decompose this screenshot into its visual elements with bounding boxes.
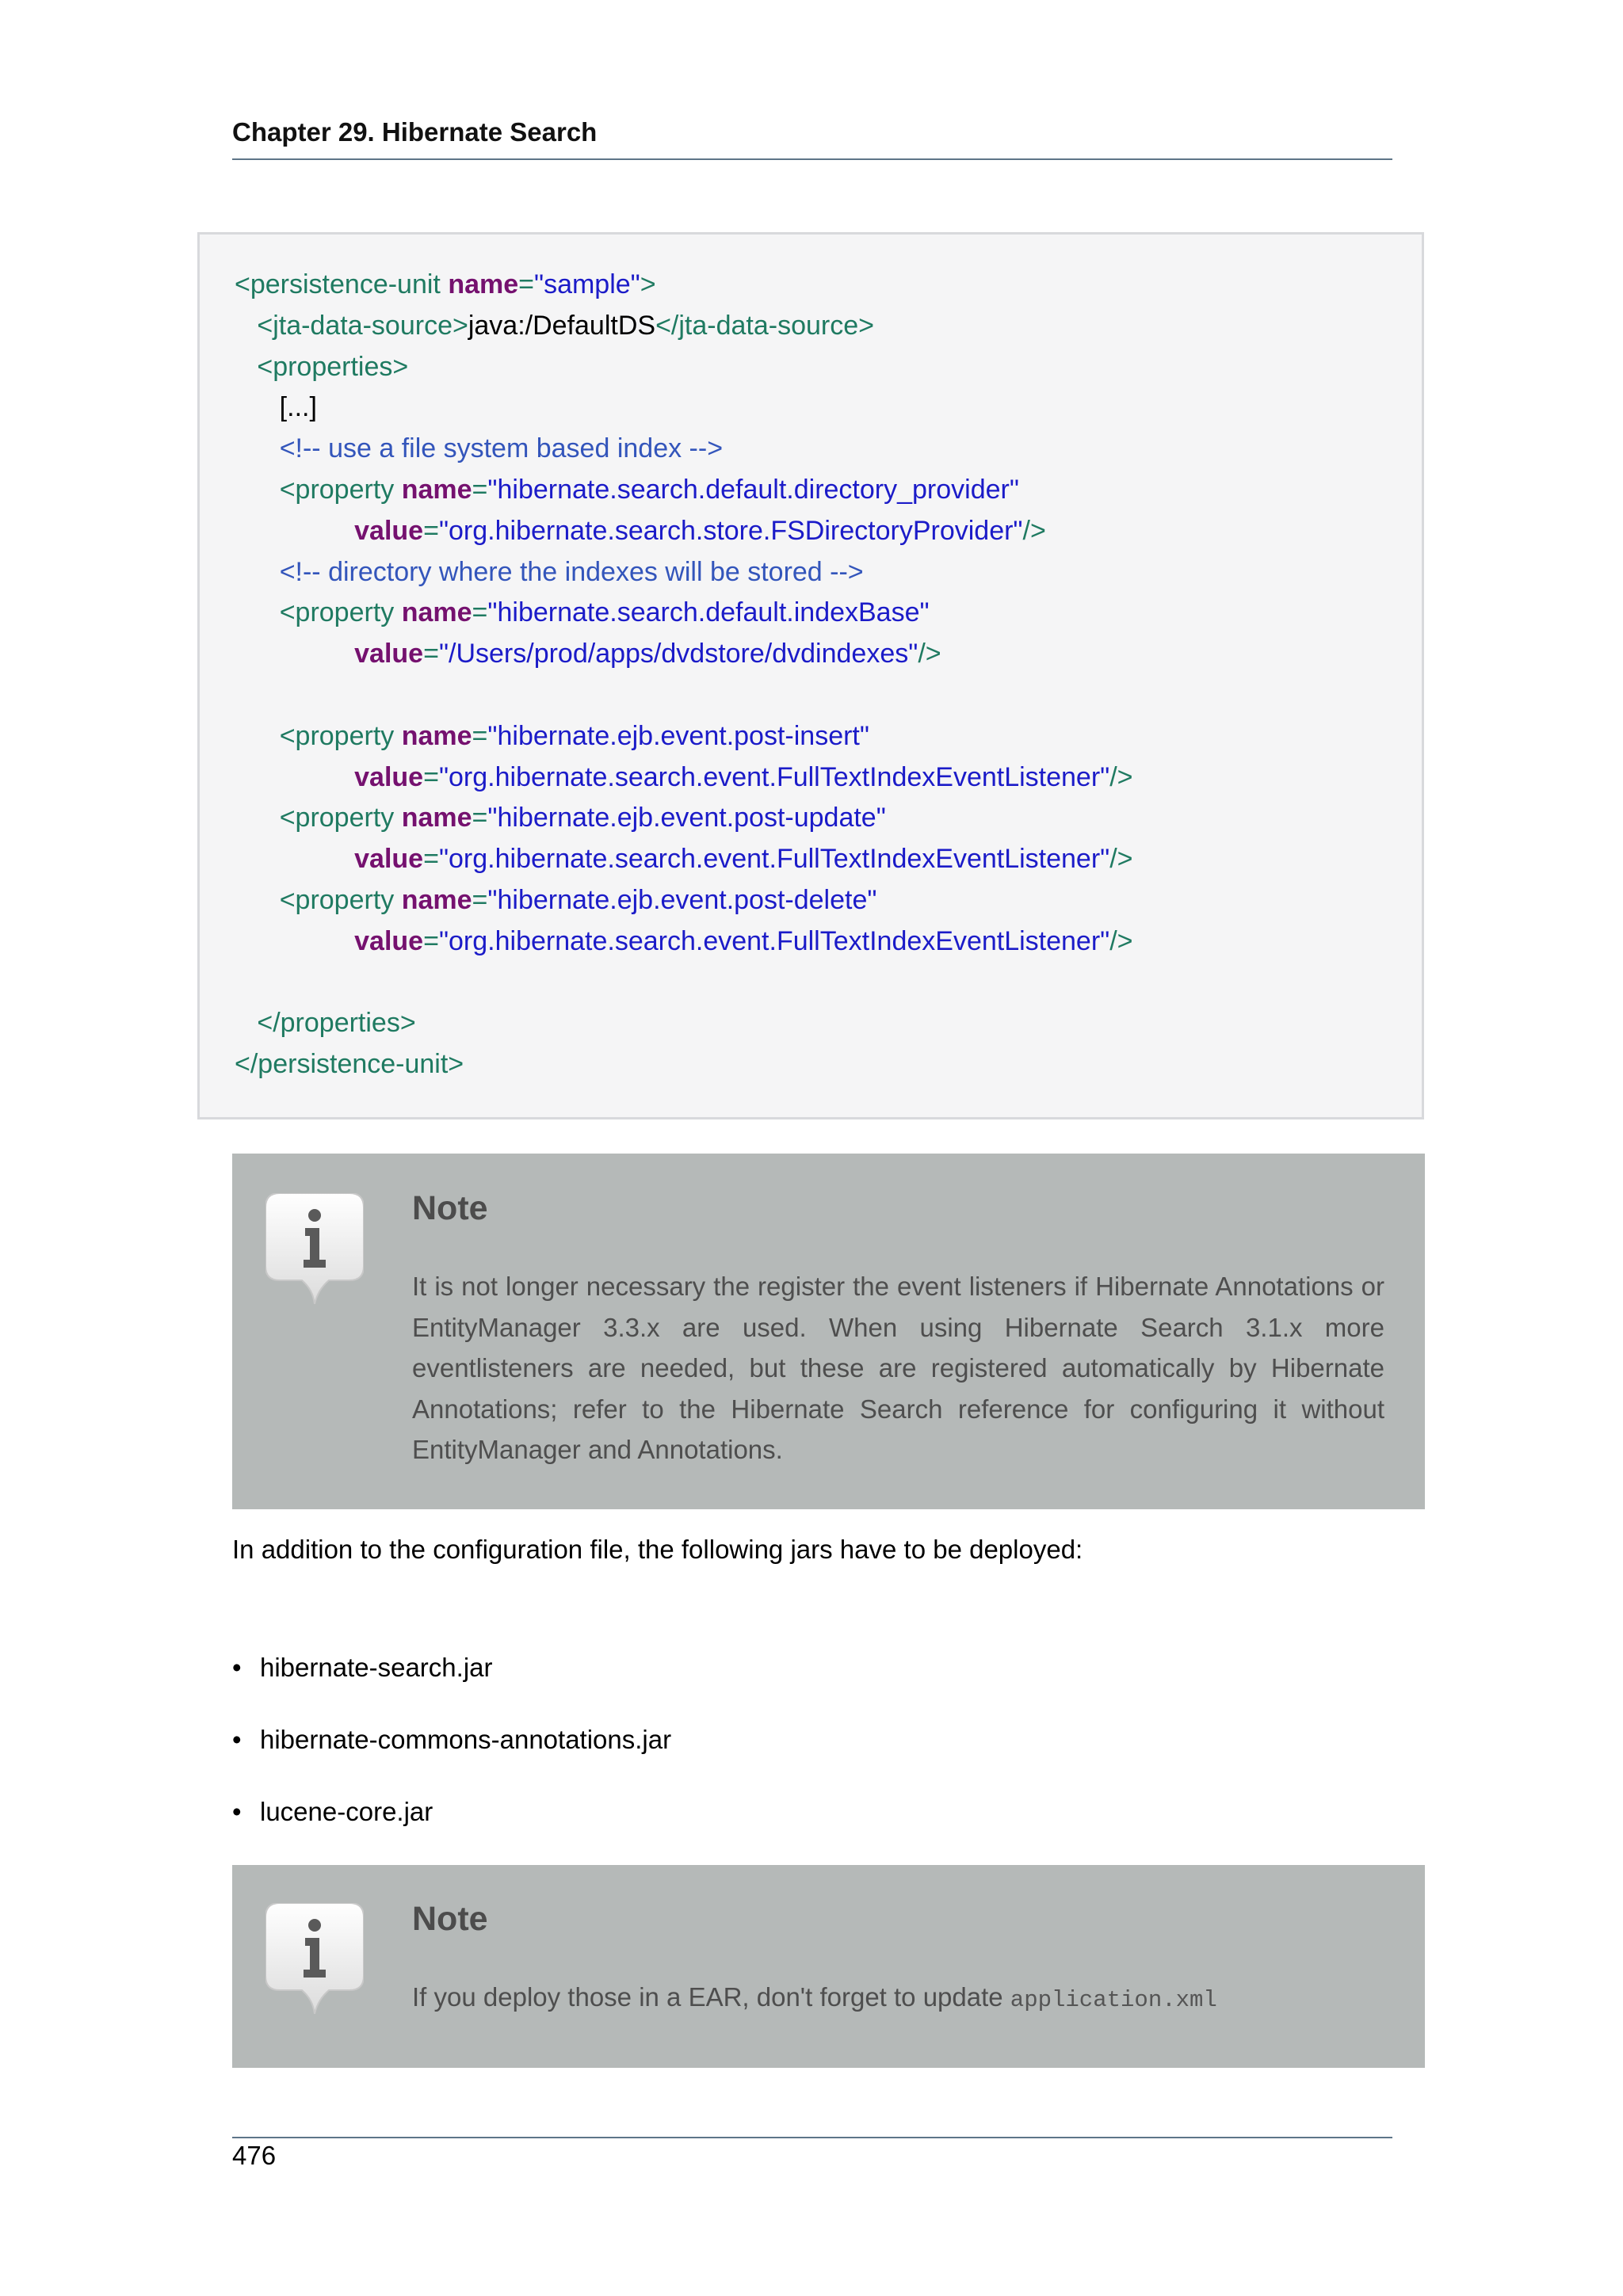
code-token-tag: /> [1109, 925, 1133, 956]
code-line [235, 884, 876, 916]
code-token-text [235, 1008, 257, 1038]
code-token-eq: = [423, 515, 439, 546]
code-line [235, 1048, 464, 1080]
code-token-attr: name [401, 475, 472, 505]
code-token-text [235, 639, 354, 669]
chapter-title: Chapter 29. Hibernate Search [232, 117, 598, 147]
code-line [235, 802, 886, 833]
code-token-eq: = [518, 269, 534, 299]
code-token-attr: name [401, 597, 472, 628]
code-token-eq: = [472, 720, 488, 751]
code-token-eq: = [423, 844, 439, 875]
code-line [235, 925, 1133, 957]
code-token-eq: = [472, 885, 488, 915]
code-line [235, 391, 317, 423]
code-token-val: "hibernate.search.default.indexBase" [487, 597, 930, 628]
inline-code: application.xml [1010, 1987, 1217, 2013]
code-token-val: "sample" [534, 269, 640, 299]
code-token-attr: value [354, 639, 424, 669]
code-token-text [235, 433, 280, 463]
bullet-icon: • [232, 1797, 242, 1826]
code-token-text [235, 475, 280, 505]
code-token-text [235, 803, 280, 833]
code-token-val: "/Users/prod/apps/dvdstore/dvdindexes" [438, 639, 918, 669]
code-token-val: "org.hibernate.search.event.FullTextIndexEventListener" [438, 761, 1110, 792]
bullet-icon: • [232, 1653, 242, 1682]
page-header [232, 117, 1392, 160]
code-token-tag: <property [279, 597, 402, 628]
code-token-tag: </persistence-unit> [235, 1049, 464, 1080]
code-token-tag: <property [279, 803, 402, 833]
note-body: It is not longer necessary the register the event listeners if Hibernate Annotations or EntityManager 3.3.x are used. When using Hibernate Search 3.1.x more eventlisteners are needed, but these are registered automatically by Hibernate Annotations; refer to the Hibernate Search reference for configuring it without EntityManager and Annotations. [412, 1272, 1384, 1464]
code-token-eq: = [423, 761, 439, 792]
info-icon [265, 1193, 364, 1304]
code-token-text [235, 516, 354, 546]
code-token-text [235, 926, 354, 956]
code-token-text [235, 311, 257, 341]
note-body [412, 1977, 1384, 2021]
code-token-text [235, 597, 280, 627]
code-token-text [235, 721, 280, 751]
note-title: Note [412, 1900, 488, 1938]
code-token-text [235, 762, 354, 792]
code-token-tag: /> [918, 639, 941, 669]
code-token-attr: value [354, 844, 424, 875]
code-token-tag: <persistence-unit [235, 269, 449, 299]
code-token-comment: <!-- use a file system based index --> [279, 433, 724, 464]
code-token-comment: <!-- directory where the indexes will be stored --> [279, 556, 864, 587]
code-line [235, 515, 1046, 547]
code-token-val: "hibernate.ejb.event.post-insert" [487, 720, 869, 751]
code-token-tag: /> [1022, 515, 1046, 546]
page-number: 476 [232, 2141, 277, 2170]
code-token-val: "org.hibernate.search.event.FullTextIndexEventListener" [438, 844, 1110, 875]
code-token-tag: </jta-data-source> [655, 310, 875, 341]
code-token-tag: <properties> [257, 351, 409, 382]
code-token-val: "hibernate.ejb.event.post-update" [487, 803, 886, 833]
code-line [235, 474, 1019, 505]
code-token-val: "hibernate.ejb.event.post-delete" [487, 885, 877, 915]
code-token-text [235, 844, 354, 874]
note-title: Note [412, 1189, 488, 1227]
code-line [235, 638, 941, 669]
code-token-tag: <property [279, 720, 402, 751]
code-token-tag: /> [1109, 844, 1133, 875]
code-token-val: "org.hibernate.search.event.FullTextIndexEventListener" [438, 925, 1110, 956]
code-token-text: java:/DefaultDS [468, 310, 656, 341]
code-token-eq: = [423, 925, 439, 956]
code-token-tag: <property [279, 885, 402, 915]
note-box [232, 1865, 1425, 2068]
note-box [232, 1154, 1425, 1509]
code-token-text [235, 885, 280, 915]
code-token-attr: name [401, 803, 472, 833]
code-token-val: "hibernate.search.default.directory_provider" [487, 475, 1019, 505]
code-token-attr: name [401, 720, 472, 751]
code-token-attr: value [354, 925, 424, 956]
code-line [235, 269, 656, 300]
code-line [235, 433, 723, 464]
code-token-text: [...] [235, 392, 317, 423]
code-line [235, 310, 874, 341]
code-token-eq: = [472, 597, 488, 628]
code-token-tag: /> [1109, 761, 1133, 792]
info-icon [265, 1903, 364, 2014]
code-token-attr: name [401, 885, 472, 915]
bullet-icon: • [232, 1725, 242, 1754]
code-token-eq: = [472, 475, 488, 505]
code-line [235, 351, 408, 383]
code-token-tag: </properties> [257, 1008, 416, 1039]
list-item-text: hibernate-search.jar [260, 1653, 493, 1682]
footer-rule [232, 2137, 1392, 2138]
code-token-tag: <jta-data-source> [257, 310, 468, 341]
code-token-attr: value [354, 761, 424, 792]
code-line [235, 556, 864, 588]
code-token-text [235, 557, 280, 587]
code-line [235, 720, 869, 752]
list-item-text: hibernate-commons-annotations.jar [260, 1725, 672, 1754]
code-token-tag: > [640, 269, 656, 299]
code-line [235, 597, 930, 628]
code-token-eq: = [472, 803, 488, 833]
code-token-attr: value [354, 515, 424, 546]
code-token-val: "org.hibernate.search.store.FSDirectoryProvider" [438, 515, 1023, 546]
code-listing [197, 232, 1424, 1119]
code-line [235, 1007, 416, 1039]
code-token-attr: name [448, 269, 519, 299]
note-body-text: If you deploy those in a EAR, don't forget to update [412, 1982, 1010, 2012]
list-item-text: lucene-core.jar [260, 1797, 433, 1826]
code-token-eq: = [423, 639, 439, 669]
intro-paragraph: In addition to the configuration file, the following jars have to be deployed: [232, 1535, 1083, 1564]
code-token-tag: <property [279, 475, 402, 505]
code-token-text [235, 352, 257, 382]
code-line [235, 843, 1133, 875]
code-line [235, 761, 1133, 793]
